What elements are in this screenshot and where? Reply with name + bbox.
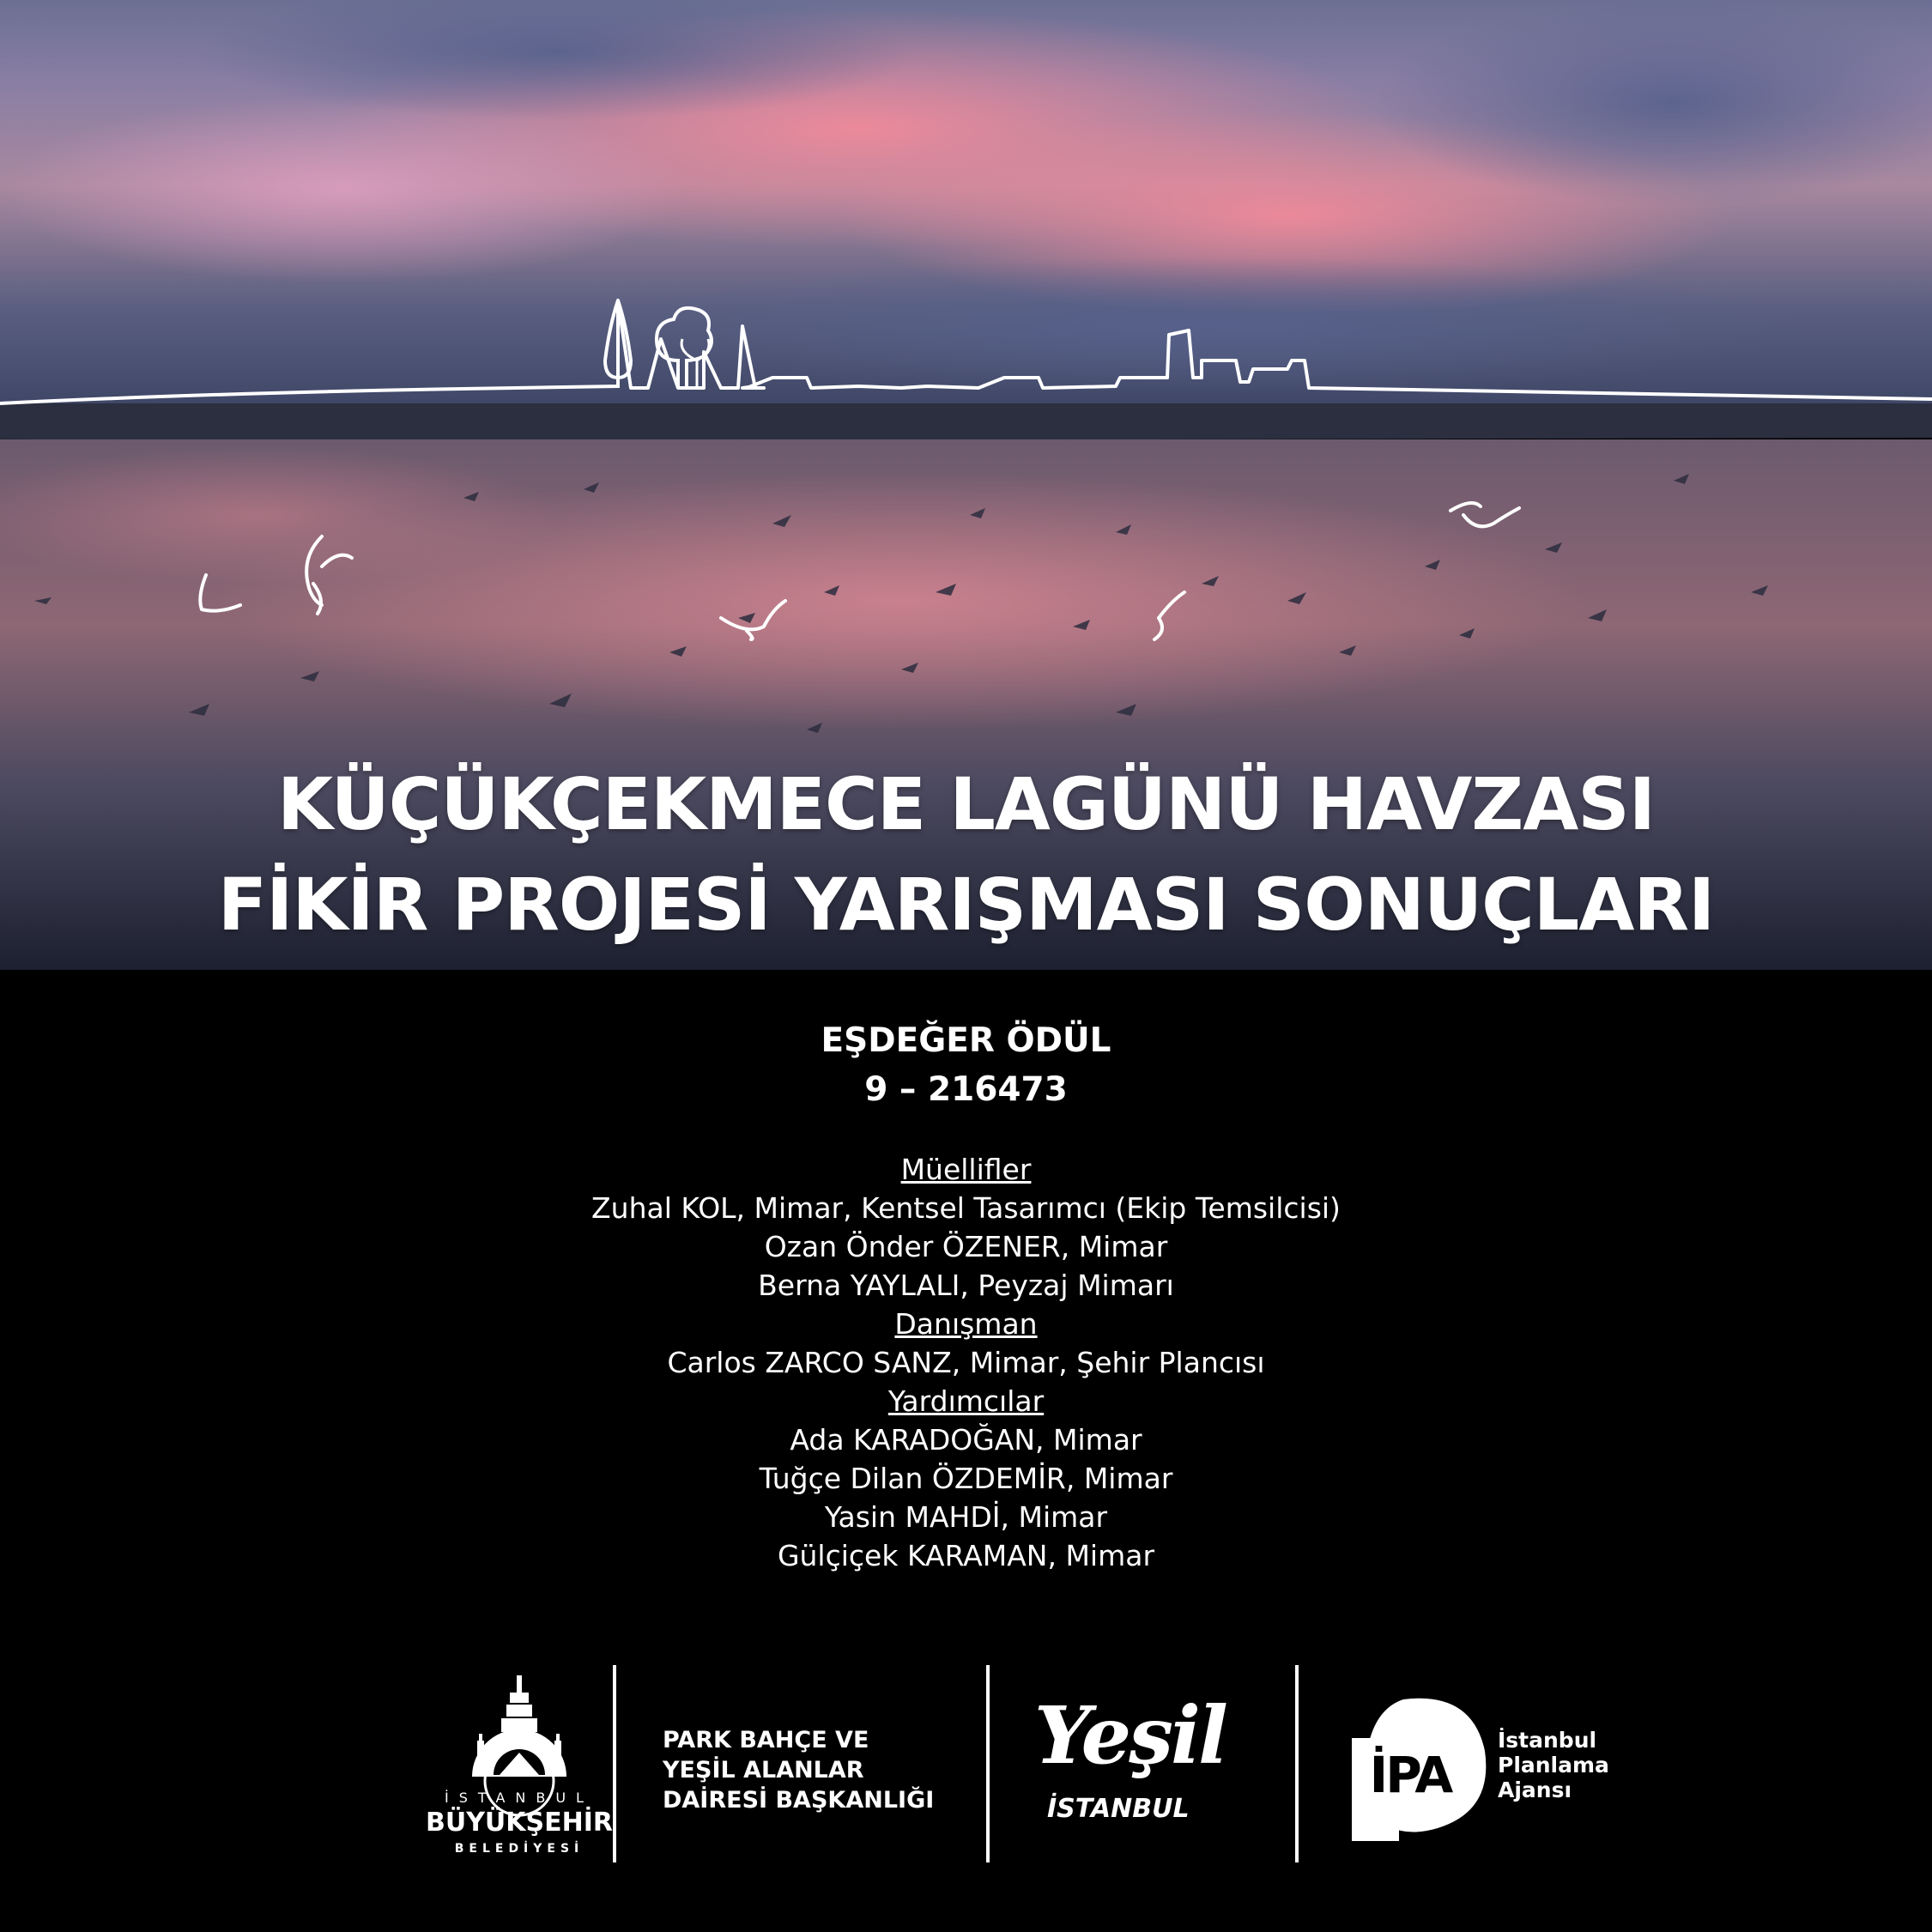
ibb-name-line-3: BELEDİYESİ bbox=[454, 1842, 584, 1856]
author-entry: Zuhal KOL, Mimar, Kentsel Tasarımcı (Ekip Temsilcisi) bbox=[591, 1191, 1341, 1225]
department-line-1: PARK BAHÇE VE bbox=[663, 1727, 869, 1753]
assistant-entry: Tuğçe Dilan ÖZDEMİR, Mimar bbox=[759, 1462, 1173, 1495]
assistant-entry: Yasin MAHDİ, Mimar bbox=[824, 1500, 1108, 1534]
ipa-name-line-1: İstanbul bbox=[1498, 1728, 1597, 1753]
yesil-istanbul-logo: Yeşil bbox=[1034, 1689, 1226, 1782]
authors-heading: Müellifler bbox=[900, 1153, 1032, 1186]
author-entry: Ozan Önder ÖZENER, Mimar bbox=[764, 1230, 1168, 1263]
assistant-entry: Ada KARADOĞAN, Mimar bbox=[790, 1423, 1142, 1457]
footer-logos bbox=[0, 1665, 1932, 1871]
assistant-entry: Gülçiçek KARAMAN, Mimar bbox=[777, 1539, 1155, 1572]
ipa-name-line-2: Planlama bbox=[1498, 1753, 1609, 1778]
ibb-name-line-2: BÜYÜKŞEHİR bbox=[425, 1808, 614, 1838]
logo-divider bbox=[986, 1665, 990, 1862]
credits-list bbox=[0, 1150, 1932, 1575]
assistants-heading: Yardımcılar bbox=[887, 1384, 1045, 1418]
logo-divider bbox=[613, 1665, 616, 1862]
ipa-name-line-3: Ajansı bbox=[1498, 1778, 1572, 1802]
consultant-entry: Carlos ZARCO SANZ, Mimar, Şehir Plancısı bbox=[667, 1346, 1265, 1379]
yesil-istanbul-subtitle: İSTANBUL bbox=[1047, 1794, 1190, 1824]
department-name bbox=[663, 1725, 972, 1815]
title-line-2: FİKİR PROJESİ YARIŞMASI SONUÇLARI bbox=[217, 863, 1715, 947]
award-code: 9 – 216473 bbox=[864, 1070, 1068, 1109]
title-line-1: KÜÇÜKÇEKMECE LAGÜNÜ HAVZASI bbox=[276, 762, 1656, 846]
department-line-2: YEŞİL ALANLAR bbox=[663, 1757, 864, 1784]
award-name: EŞDEĞER ÖDÜL bbox=[821, 1021, 1111, 1060]
ibb-name-line-1: İSTANBUL bbox=[445, 1790, 594, 1806]
logo-divider bbox=[1295, 1665, 1299, 1862]
department-line-3: DAİRESİ BAŞKANLIĞI bbox=[663, 1787, 935, 1814]
ipa-name bbox=[1498, 1728, 1635, 1802]
ipa-logo-icon bbox=[1343, 1691, 1498, 1845]
consultant-heading: Danışman bbox=[894, 1307, 1038, 1341]
author-entry: Berna YAYLALI, Peyzaj Mimarı bbox=[758, 1269, 1174, 1302]
ipa-mark: İPA bbox=[1369, 1746, 1451, 1804]
